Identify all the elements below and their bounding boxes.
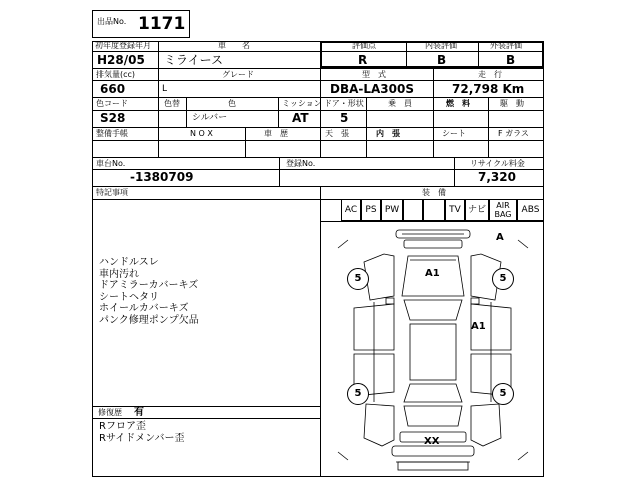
color-code: S28 — [100, 111, 126, 125]
lot-number-label: 出品No. — [97, 17, 127, 26]
lot-number: 1171 — [138, 14, 186, 34]
equipment-pw: PW — [381, 199, 403, 221]
nox-label: N O X — [190, 129, 213, 138]
equipment-ac: AC — [341, 199, 361, 221]
color-code-label: 色コード — [96, 99, 128, 108]
capacity-label: 乗 員 — [388, 99, 412, 108]
grade: L — [162, 84, 168, 94]
mileage-label: 走 行 — [478, 70, 502, 79]
equipment-abs: ABS — [517, 199, 544, 221]
note-line: ホイールカバーキズ — [99, 303, 189, 314]
auction-score: R — [358, 53, 368, 67]
chassis-number: -1380709 — [130, 170, 194, 184]
notes-label: 特記事項 — [96, 188, 128, 197]
door-label: ドア・形状 — [324, 99, 364, 108]
model-label: 型 式 — [362, 70, 386, 79]
roof — [410, 324, 456, 380]
repair-history-value: 有 — [134, 407, 144, 418]
note-line: ドアミラーカバーキズ — [99, 280, 199, 291]
model-code: DBA-LA300S — [330, 82, 414, 96]
car-name: ミライース — [164, 53, 224, 67]
mark-right-side: A1 — [471, 321, 486, 332]
color-label: 色 — [228, 99, 236, 108]
repair-line: Rフロア歪 — [99, 421, 146, 432]
mark-hood: A1 — [425, 268, 440, 279]
door-count: 5 — [340, 111, 349, 125]
car-name-label: 車 名 — [218, 41, 250, 50]
mark-rear: XX — [424, 436, 440, 447]
maintenance-book-label: 整備手帳 — [96, 129, 128, 138]
interior-grade-label: 内装評価 — [425, 41, 457, 50]
lot-number-box — [92, 10, 190, 38]
repair-history-label: 修復歴 — [98, 408, 122, 417]
equipment-airbag: AIR BAG — [489, 199, 517, 221]
grade-label: グレード — [222, 70, 254, 79]
equipment-tv: TV — [445, 199, 465, 221]
glass-label: F ガラス — [498, 129, 529, 138]
wheel-front-right: 5 — [492, 268, 514, 290]
recycle-fee-label: リサイクル料金 — [470, 159, 525, 168]
note-line: 車内汚れ — [99, 268, 139, 280]
equipment-label: 装 備 — [422, 188, 446, 197]
right-rear-fender — [471, 404, 501, 446]
chassis-label: 車台No. — [96, 159, 126, 168]
wheel-rear-right: 5 — [492, 383, 514, 405]
year-label: 初年度登録年月 — [95, 41, 151, 50]
note-line: ハンドルスレ — [99, 257, 159, 268]
note-line: パンク修理ポンプ欠品 — [99, 314, 199, 326]
fuel-label: 燃 料 — [446, 99, 470, 108]
recycle-fee: 7,320 — [478, 170, 516, 184]
color: シルバー — [192, 113, 228, 123]
equipment-blank-2 — [423, 199, 445, 221]
drive-label: 駆 動 — [500, 99, 524, 108]
interior-grade: B — [437, 53, 447, 67]
car-damage-diagram — [330, 226, 535, 474]
roof-label: 天 張 — [325, 129, 349, 138]
history-label: 車 歴 — [264, 129, 288, 138]
equipment-navi: ナビ — [465, 199, 489, 221]
wheel-rear-left: 5 — [347, 383, 369, 405]
mark-front: A — [496, 232, 504, 243]
wheel-front-left: 5 — [347, 268, 369, 290]
registration-label: 登録No. — [286, 159, 316, 168]
displacement-label: 排気量(cc) — [96, 70, 136, 79]
left-rear-fender — [364, 404, 394, 446]
exterior-grade-label: 外装評価 — [490, 41, 522, 50]
equipment-blank-1 — [403, 199, 423, 221]
interior-trim-label: 内 張 — [376, 129, 400, 138]
seat-label: シート — [442, 129, 466, 138]
displacement: 660 — [100, 82, 126, 96]
score-label: 評価点 — [352, 41, 376, 50]
equipment-ps: PS — [361, 199, 381, 221]
transmission: AT — [292, 111, 309, 125]
repair-line: Rサイドメンバー歪 — [99, 433, 185, 444]
mission-label: ミッション — [282, 99, 322, 108]
color-change-label: 色替 — [164, 99, 180, 108]
mileage: 72,798 Km — [452, 82, 525, 96]
first-registration: H28/05 — [97, 53, 145, 67]
note-line: シートヘタリ — [99, 291, 159, 303]
exterior-grade: B — [506, 53, 516, 67]
